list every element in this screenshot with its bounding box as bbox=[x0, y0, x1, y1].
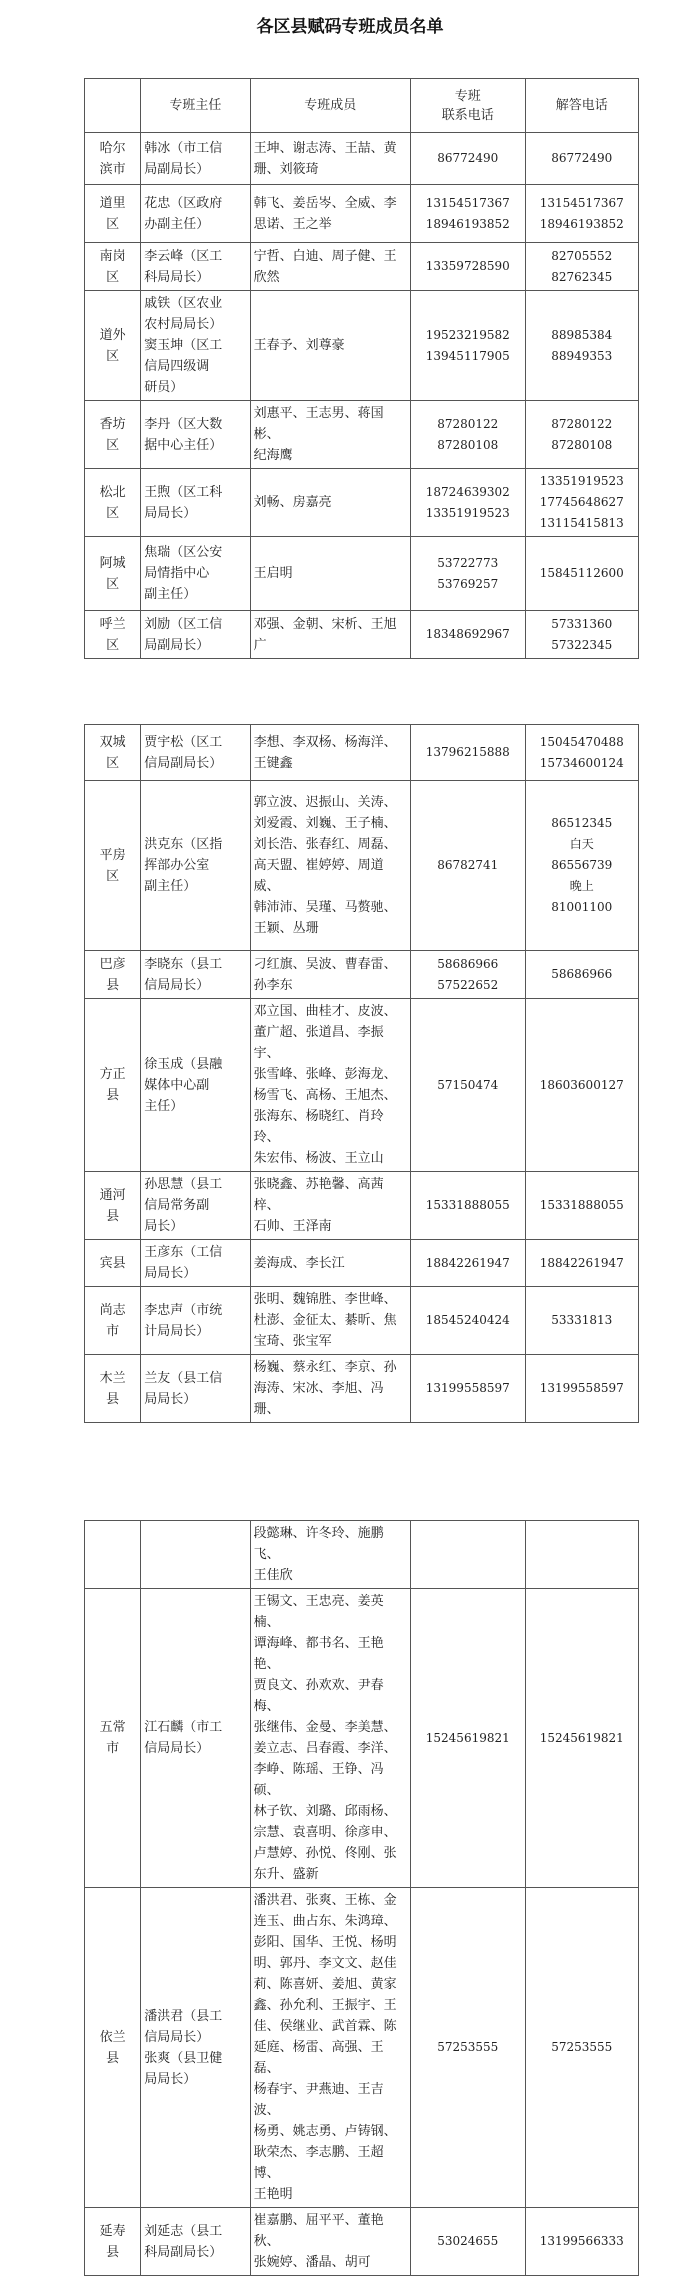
head-cell: 贾宇松（区工 信局副局长） bbox=[141, 725, 250, 781]
phone-cell: 13359728590 bbox=[411, 243, 525, 291]
phone-cell: 18842261947 bbox=[411, 1240, 525, 1287]
table-row bbox=[85, 291, 639, 401]
members-cell: 潘洪君、张爽、王栋、金 连玉、曲占东、朱鸿璋、 彭阳、国华、王悦、杨明 明、郭丹、李文文、赵佳 莉、陈喜妍、姜旭、黄家 鑫、孙允利、王振宇、王 佳、侯继业、武首霖、陈 延庭、杨雷、高强、王磊、 杨春宇、尹燕迪、王吉波、 杨勇、姚志勇、卢铸钢、 耿荣杰、李志鹏、王超博、 王艳明 bbox=[250, 1888, 410, 2208]
head-cell: 李丹（区大数 据中心主任） bbox=[141, 401, 250, 469]
table-row bbox=[85, 611, 639, 659]
phone-cell: 18348692967 bbox=[411, 611, 525, 659]
members-cell: 刁红旗、吴波、曹春雷、 孙李东 bbox=[250, 951, 410, 999]
head-cell: 徐玉成（县融 媒体中心副 主任） bbox=[141, 999, 250, 1172]
answer-cell: 13154517367 18946193852 bbox=[525, 185, 639, 243]
members-cell: 王坤、谢志涛、王喆、黄 珊、刘筱琦 bbox=[250, 133, 410, 185]
table-row bbox=[85, 999, 639, 1172]
phone-cell: 58686966 57522652 bbox=[411, 951, 525, 999]
answer-cell bbox=[525, 1521, 639, 1589]
region-cell bbox=[85, 1521, 141, 1589]
table-row bbox=[85, 951, 639, 999]
region-cell: 宾县 bbox=[85, 1240, 141, 1287]
phone-cell: 13154517367 18946193852 bbox=[411, 185, 525, 243]
region-cell: 依兰 县 bbox=[85, 1888, 141, 2208]
head-cell: 韩冰（市工信 局副局长） bbox=[141, 133, 250, 185]
region-cell: 香坊 区 bbox=[85, 401, 141, 469]
table-row bbox=[85, 243, 639, 291]
phone-cell: 87280122 87280108 bbox=[411, 401, 525, 469]
answer-cell: 58686966 bbox=[525, 951, 639, 999]
phone-cell: 86772490 bbox=[411, 133, 525, 185]
region-cell: 南岗 区 bbox=[85, 243, 141, 291]
answer-cell: 57253555 bbox=[525, 1888, 639, 2208]
members-cell: 刘畅、房嘉亮 bbox=[250, 469, 410, 537]
phone-cell: 15245619821 bbox=[411, 1589, 525, 1888]
roster-table-part-3 bbox=[84, 1520, 639, 2276]
region-cell: 哈尔 滨市 bbox=[85, 133, 141, 185]
table-row bbox=[85, 1888, 639, 2208]
members-cell: 邓强、金朝、宋析、王旭 广 bbox=[250, 611, 410, 659]
table-row bbox=[85, 469, 639, 537]
answer-cell: 57331360 57322345 bbox=[525, 611, 639, 659]
head-cell: 戚铁（区农业 农村局局长） 窦玉坤（区工 信局四级调 研员） bbox=[141, 291, 250, 401]
members-cell: 韩飞、姜岳岑、全威、李 思诺、王之举 bbox=[250, 185, 410, 243]
phone-cell: 19523219582 13945117905 bbox=[411, 291, 525, 401]
answer-cell: 18603600127 bbox=[525, 999, 639, 1172]
members-cell: 王春予、刘尊豪 bbox=[250, 291, 410, 401]
head-cell: 洪克东（区指 挥部办公室 副主任） bbox=[141, 781, 250, 951]
head-cell: 花忠（区政府 办副主任） bbox=[141, 185, 250, 243]
header-phone: 专班 联系电话 bbox=[411, 79, 525, 133]
table-row bbox=[85, 1172, 639, 1240]
answer-cell: 15331888055 bbox=[525, 1172, 639, 1240]
region-cell: 尚志 市 bbox=[85, 1287, 141, 1355]
answer-cell: 13199558597 bbox=[525, 1355, 639, 1423]
phone-cell: 53024655 bbox=[411, 2208, 525, 2276]
table-row bbox=[85, 133, 639, 185]
header-head: 专班主任 bbox=[141, 79, 250, 133]
table-row bbox=[85, 537, 639, 611]
answer-cell: 82705552 82762345 bbox=[525, 243, 639, 291]
members-cell: 宁哲、白迪、周子健、王 欣然 bbox=[250, 243, 410, 291]
head-cell bbox=[141, 1521, 250, 1589]
phone-cell bbox=[411, 1521, 525, 1589]
members-cell: 张晓鑫、苏艳馨、高茜梓、 石帅、王泽南 bbox=[250, 1172, 410, 1240]
table-row bbox=[85, 401, 639, 469]
answer-cell: 13351919523 17745648627 13115415813 bbox=[525, 469, 639, 537]
header-region bbox=[85, 79, 141, 133]
answer-cell: 18842261947 bbox=[525, 1240, 639, 1287]
region-cell: 通河 县 bbox=[85, 1172, 141, 1240]
region-cell: 延寿 县 bbox=[85, 2208, 141, 2276]
head-cell: 李云峰（区工 科局局长） bbox=[141, 243, 250, 291]
head-cell: 孙思慧（县工 信局常务副 局长） bbox=[141, 1172, 250, 1240]
region-cell: 道外 区 bbox=[85, 291, 141, 401]
members-cell: 李想、李双杨、杨海洋、 王键鑫 bbox=[250, 725, 410, 781]
members-cell: 崔嘉鹏、屈平平、董艳秋、 张婉婷、潘晶、胡可 bbox=[250, 2208, 410, 2276]
answer-cell: 15845112600 bbox=[525, 537, 639, 611]
region-cell: 阿城 区 bbox=[85, 537, 141, 611]
table-row bbox=[85, 1240, 639, 1287]
phone-cell: 13796215888 bbox=[411, 725, 525, 781]
page-title: 各区县赋码专班成员名单 bbox=[256, 17, 444, 37]
phone-cell: 13199558597 bbox=[411, 1355, 525, 1423]
region-cell: 平房 区 bbox=[85, 781, 141, 951]
region-cell: 方正 县 bbox=[85, 999, 141, 1172]
members-cell: 姜海成、李长江 bbox=[250, 1240, 410, 1287]
members-cell: 王锡文、王忠亮、姜英楠、 谭海峰、都书名、王艳艳、 贾良文、孙欢欢、尹春梅、 张继伟、金曼、李美慧、 姜立志、吕春霞、李洋、 李峥、陈瑶、王铮、冯硕、 林子钦、刘璐、邱雨杨、 宗慧、袁喜明、徐彦申、 卢慧婷、孙悦、佟刚、张 东升、盛新 bbox=[250, 1589, 410, 1888]
members-cell: 段懿琳、许冬玲、施鹏飞、 王佳欣 bbox=[250, 1521, 410, 1589]
roster-table-part-2 bbox=[84, 724, 639, 1423]
head-cell: 刘励（区工信 局副局长） bbox=[141, 611, 250, 659]
head-cell: 潘洪君（县工 信局局长） 张爽（县卫健 局局长） bbox=[141, 1888, 250, 2208]
region-cell: 双城 区 bbox=[85, 725, 141, 781]
phone-cell: 15331888055 bbox=[411, 1172, 525, 1240]
table-row bbox=[85, 1521, 639, 1589]
table-row bbox=[85, 185, 639, 243]
phone-cell: 86782741 bbox=[411, 781, 525, 951]
head-cell: 王彦东（工信 局局长） bbox=[141, 1240, 250, 1287]
members-cell: 张明、魏锦胜、李世峰、 杜澎、金征太、綦昕、焦 宝琦、张宝军 bbox=[250, 1287, 410, 1355]
head-cell: 刘延志（县工 科局副局长） bbox=[141, 2208, 250, 2276]
phone-cell: 57150474 bbox=[411, 999, 525, 1172]
answer-cell: 86512345 白天 86556739 晚上 81001100 bbox=[525, 781, 639, 951]
phone-cell: 57253555 bbox=[411, 1888, 525, 2208]
head-cell: 李晓东（县工 信局局长） bbox=[141, 951, 250, 999]
table-row bbox=[85, 1589, 639, 1888]
region-cell: 呼兰 区 bbox=[85, 611, 141, 659]
region-cell: 巴彦 县 bbox=[85, 951, 141, 999]
phone-cell: 18545240424 bbox=[411, 1287, 525, 1355]
table-row bbox=[85, 2208, 639, 2276]
head-cell: 江石麟（市工 信局局长） bbox=[141, 1589, 250, 1888]
header-answer: 解答电话 bbox=[525, 79, 639, 133]
answer-cell: 15045470488 15734600124 bbox=[525, 725, 639, 781]
head-cell: 王煦（区工科 局局长） bbox=[141, 469, 250, 537]
table-row bbox=[85, 1355, 639, 1423]
head-cell: 焦瑞（区公安 局情指中心 副主任） bbox=[141, 537, 250, 611]
region-cell: 木兰 县 bbox=[85, 1355, 141, 1423]
answer-cell: 53331813 bbox=[525, 1287, 639, 1355]
table-row bbox=[85, 781, 639, 951]
answer-cell: 86772490 bbox=[525, 133, 639, 185]
table-row bbox=[85, 725, 639, 781]
members-cell: 邓立国、曲桂才、皮波、 董广超、张道昌、李振宇、 张雪峰、张峰、彭海龙、 杨雪飞、高杨、王旭杰、 张海东、杨晓红、肖玲玲、 朱宏伟、杨波、王立山 bbox=[250, 999, 410, 1172]
table-row bbox=[85, 1287, 639, 1355]
head-cell: 李忠声（市统 计局局长） bbox=[141, 1287, 250, 1355]
region-cell: 五常 市 bbox=[85, 1589, 141, 1888]
phone-cell: 53722773 53769257 bbox=[411, 537, 525, 611]
members-cell: 杨巍、蔡永红、李京、孙 海涛、宋冰、李旭、冯珊、 bbox=[250, 1355, 410, 1423]
members-cell: 郭立波、迟振山、关涛、 刘爱霞、刘巍、王子楠、 刘长浩、张春红、周磊、 高天盟、崔婷婷、周道威、 韩沛沛、吴瑾、马赘驰、 王颖、丛珊 bbox=[250, 781, 410, 951]
answer-cell: 15245619821 bbox=[525, 1589, 639, 1888]
head-cell: 兰友（县工信 局局长） bbox=[141, 1355, 250, 1423]
answer-cell: 87280122 87280108 bbox=[525, 401, 639, 469]
phone-cell: 18724639302 13351919523 bbox=[411, 469, 525, 537]
header-members: 专班成员 bbox=[250, 79, 410, 133]
region-cell: 松北 区 bbox=[85, 469, 141, 537]
members-cell: 刘惠平、王志男、蒋国彬、 纪海鹰 bbox=[250, 401, 410, 469]
table-header-row bbox=[85, 79, 639, 133]
answer-cell: 88985384 88949353 bbox=[525, 291, 639, 401]
region-cell: 道里 区 bbox=[85, 185, 141, 243]
members-cell: 王启明 bbox=[250, 537, 410, 611]
answer-cell: 13199566333 bbox=[525, 2208, 639, 2276]
roster-table-part-1 bbox=[84, 78, 639, 659]
